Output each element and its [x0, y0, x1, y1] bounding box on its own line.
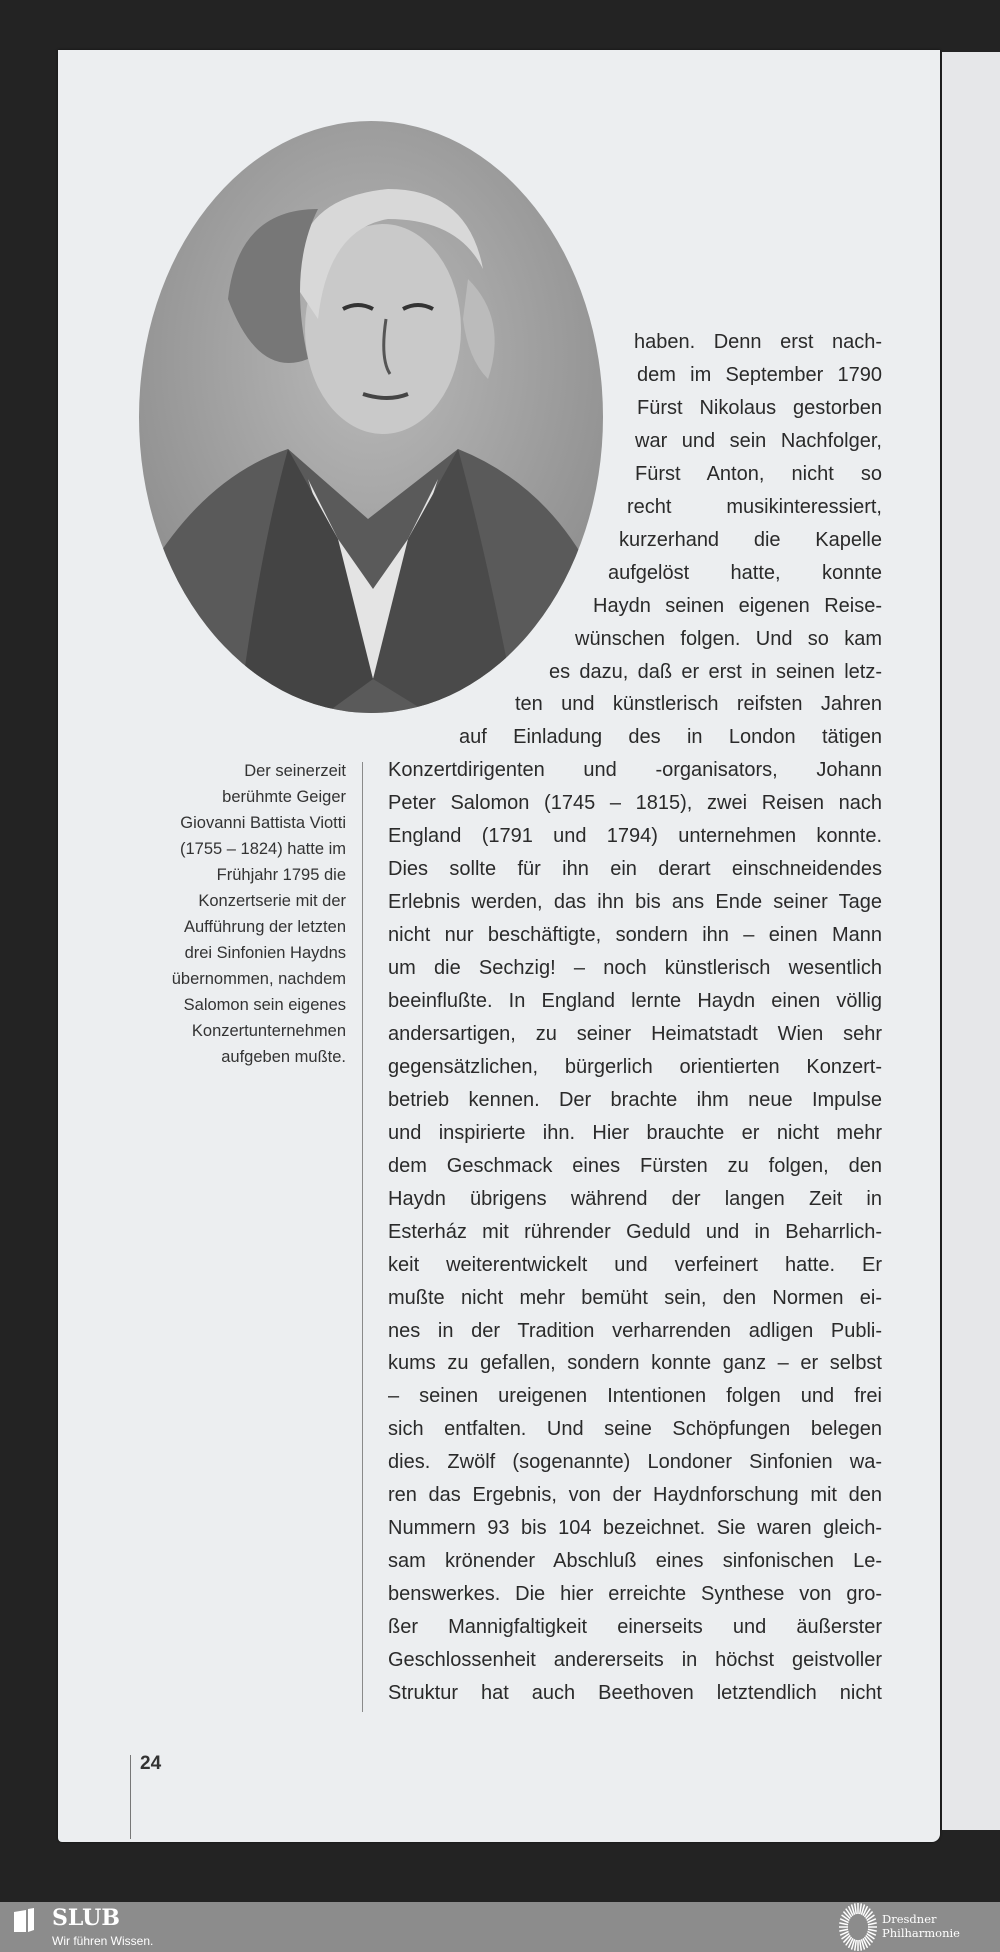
image-caption: [90, 758, 346, 1070]
philharmonie-logo-line1: Dresdner: [882, 1912, 937, 1926]
caption-line: Konzertunternehmen: [191, 1022, 346, 1040]
body-line-text: ßer Mannigfaltigkeit einerseits und äußerster: [388, 1616, 882, 1639]
body-line-text: – seinen ureigenen Intentionen folgen und frei: [388, 1385, 882, 1408]
caption-line: aufgeben mußte.: [221, 1048, 346, 1066]
next-page-edge: [942, 52, 1000, 1830]
body-line-text: Geschlossenheit andererseits in höchst geistvoller: [388, 1649, 882, 1671]
body-line-text: dies. Zwölf (sogenannte) Londoner Sinfonien wa-: [388, 1451, 882, 1474]
body-line-text: wünschen folgen. Und so kam: [575, 627, 882, 650]
body-line-text: aufgelöst hatte, konnte: [608, 561, 882, 584]
caption-line: berühmte Geiger: [222, 788, 346, 806]
caption-line: drei Sinfonien Haydns: [184, 944, 346, 962]
body-line-text: Nummern 93 bis 104 bezeichnet. Sie waren gleich-: [388, 1517, 882, 1540]
slub-book-icon: [12, 1908, 36, 1934]
caption-line: Aufführung der letzten: [183, 918, 346, 936]
body-line-text: Esterház mit rührender Geduld und in Beharrlich-: [388, 1220, 882, 1243]
body-line-text: sich entfalten. Und seine Schöpfungen belegen: [388, 1418, 882, 1441]
body-line-text: und inspirierte ihn. Hier brauchte er nicht mehr: [388, 1121, 882, 1144]
sun-ray: [860, 1940, 862, 1951]
body-line-text: recht musikinteressiert,: [627, 495, 882, 518]
page-number: 24: [140, 1753, 162, 1774]
body-line-text: Struktur hat auch Beethoven letztendlich nicht: [388, 1681, 882, 1704]
sun-ray: [855, 1903, 857, 1914]
body-line-text: benswerkes. Die hier erreichte Synthese von gro-: [388, 1583, 882, 1606]
philharmonie-logo-line2: Philharmonie: [882, 1926, 960, 1940]
body-line-text: haben. Denn erst nach-: [634, 331, 882, 353]
caption-line: Giovanni Battista Viotti: [180, 814, 346, 832]
body-line-text: England (1791 und 1794) unternehmen konnte.: [388, 825, 882, 848]
body-line-text: es dazu, daß er erst in seinen letz-: [549, 660, 882, 683]
body-line-text: Haydn übrigens während der langen Zeit in: [388, 1187, 882, 1210]
body-line-text: Peter Salomon (1745 – 1815), zwei Reisen nach: [388, 792, 882, 815]
caption-line: Frühjahr 1795 die: [216, 866, 346, 884]
caption-line: (1755 – 1824) hatte im: [179, 840, 346, 858]
body-line-text: war und sein Nachfolger,: [635, 429, 882, 452]
body-line-text: nes in der Tradition verharrenden adligen Publi-: [388, 1319, 882, 1342]
body-line-text: Haydn seinen eigenen Reise-: [593, 594, 882, 617]
body-line-text: kums zu gefallen, sondern konnte ganz – er selbst: [388, 1352, 882, 1375]
slub-logo[interactable]: SLUB: [52, 1905, 120, 1931]
caption-line: Konzertserie mit der: [198, 892, 346, 910]
portrait-engraving: [138, 119, 604, 715]
body-line-text: Erlebnis werden, das ihn bis ans Ende seiner Tage: [388, 891, 882, 914]
body-line-text: nicht nur beschäftigte, sondern ihn – einen Mann: [388, 924, 882, 947]
body-line-text: Fürst Nikolaus gestorben: [637, 396, 882, 419]
body-line-text: kurzerhand die Kapelle: [619, 528, 882, 551]
footer-bar: [0, 1902, 1000, 1952]
sun-ray: [855, 1940, 857, 1951]
sun-ray: [868, 1929, 877, 1931]
body-line-text: sam krönender Abschluß eines sinfonischen Le-: [388, 1550, 882, 1573]
column-divider: [362, 762, 363, 1712]
body-line-text: beeinflußte. In England lernte Haydn einen völlig: [388, 990, 882, 1012]
sun-ray: [839, 1929, 848, 1931]
body-line-text: dem Geschmack eines Fürsten zu folgen, den: [388, 1154, 882, 1177]
body-line-text: auf Einladung des in London tätigen: [459, 726, 882, 749]
philharmonie-logo[interactable]: [882, 1912, 960, 1940]
body-line-text: betrieb kennen. Der brachte ihm neue Impulse: [388, 1088, 882, 1111]
body-line-text: gegensätzlichen, bürgerlich orientierten Konzert-: [388, 1055, 882, 1078]
caption-line: übernommen, nachdem: [171, 970, 346, 988]
body-line-text: Konzertdirigenten und -organisators, Johann: [388, 759, 882, 782]
sun-ray: [839, 1923, 848, 1925]
body-line-text: ren das Ergebnis, von der Haydnforschung mit den: [388, 1484, 882, 1507]
sun-ray: [868, 1923, 877, 1925]
caption-line: Salomon sein eigenes: [183, 996, 346, 1014]
body-line-text: ten und künstlerisch reifsten Jahren: [515, 693, 882, 716]
sun-ray: [860, 1903, 862, 1914]
body-line-text: keit weiterentwickelt und verfeinert hatte. Er: [388, 1253, 882, 1276]
body-line-text: dem im September 1790: [637, 363, 882, 386]
philharmonie-sun-icon: [838, 1902, 878, 1952]
body-line-text: Dies sollte für ihn ein derart einschneidendes: [388, 858, 882, 881]
body-line-text: Fürst Anton, nicht so: [635, 462, 882, 485]
body-line-text: mußte nicht mehr bemüht sein, den Normen ei-: [388, 1286, 882, 1309]
page-number-rule: [130, 1755, 131, 1839]
caption-line: Der seinerzeit: [244, 762, 346, 780]
slub-tagline: Wir führen Wissen.: [52, 1934, 154, 1948]
body-line-text: andersartigen, zu seiner Heimatstadt Wien sehr: [388, 1022, 882, 1045]
body-line-text: um die Sechzig! – noch künstlerisch wesentlich: [388, 957, 882, 980]
